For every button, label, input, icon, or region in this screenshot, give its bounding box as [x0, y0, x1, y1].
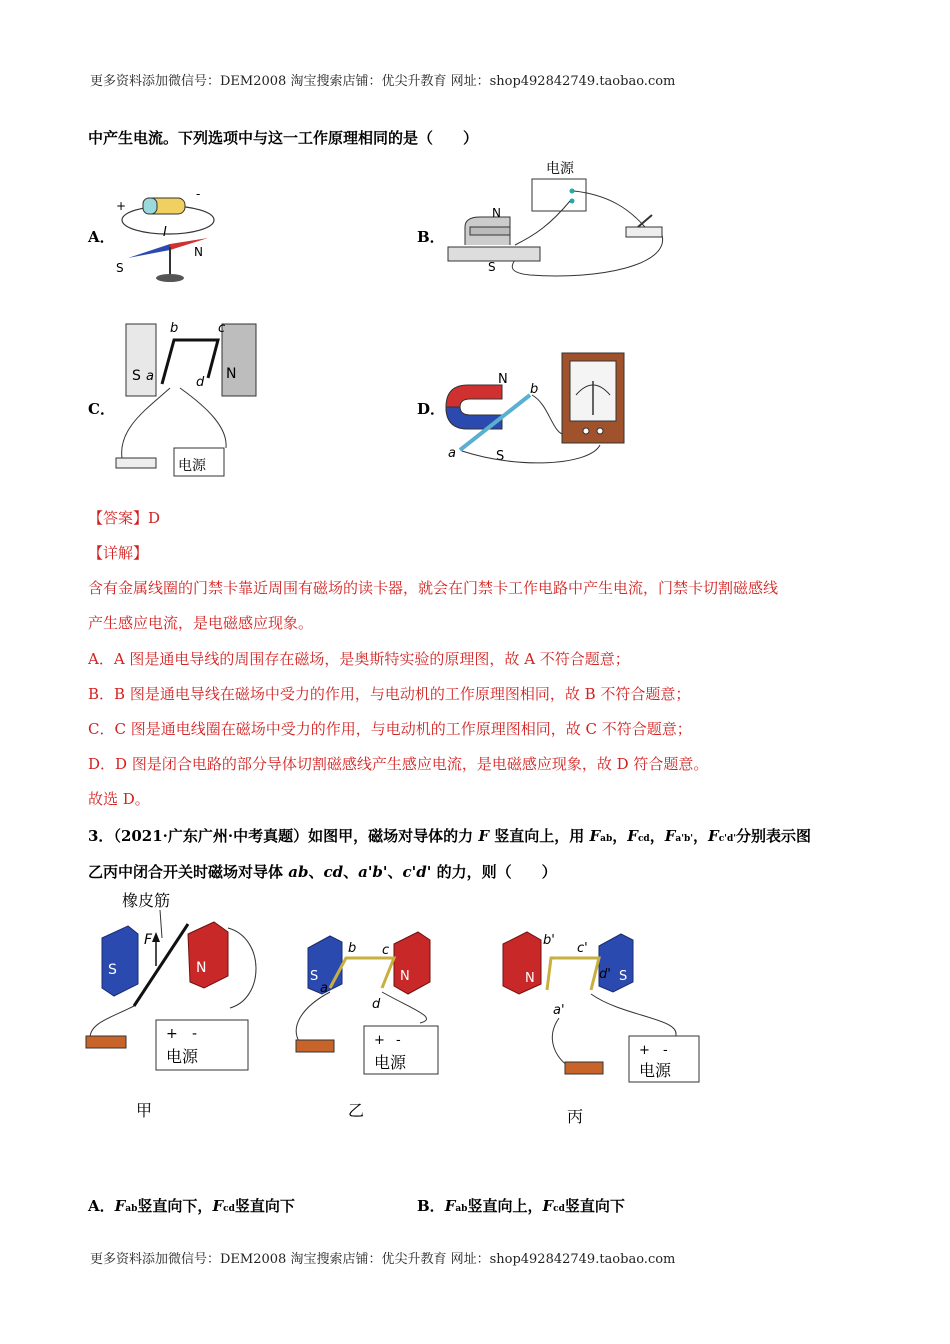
power-label: 电源 [374, 1053, 407, 1072]
s-label: S [496, 449, 505, 464]
caption-bing: 丙 [567, 1107, 584, 1126]
s-label: S [132, 368, 141, 384]
figure-bing [495, 918, 705, 1128]
option-a-figure [108, 180, 228, 290]
question-stem-tail: 中产生电流。下列选项中与这一工作原理相同的是（ ） [88, 129, 479, 147]
figure-yi [290, 918, 450, 1128]
question-source: （2021·广东广州·中考真题） [113, 827, 309, 845]
n-label: N [498, 372, 508, 387]
n-label: N [226, 366, 237, 382]
svg-text:c: c [218, 321, 226, 336]
explanation-line: A．A 图是通电导线的周围存在磁场，是奥斯特实验的原理图，故 A 不符合题意； [88, 650, 630, 668]
base-plate [448, 247, 540, 261]
switch-icon [86, 1036, 126, 1048]
magnet-n [503, 932, 541, 994]
svg-text:d: d [196, 375, 205, 390]
current-label: I [163, 225, 167, 240]
s-label: S [619, 969, 628, 984]
explanation-line: 产生感应电流，是电磁感应现象。 [88, 614, 314, 632]
svg-text:a: a [146, 369, 154, 384]
detail-label: 【详解】 [88, 544, 149, 562]
s-label: S [310, 969, 319, 984]
svg-text:+: + [639, 1043, 650, 1058]
magnet-n [394, 932, 430, 994]
n-label: N [400, 969, 410, 984]
explanation-line: 含有金属线圈的门禁卡靠近周围有磁场的读卡器，就会在门禁卡工作电路中产生电流，门禁卡切割磁感线 [88, 579, 779, 597]
n-label: N [194, 245, 203, 259]
option-d-figure [440, 345, 640, 470]
svg-text:F: F [144, 932, 153, 948]
option-a-letter: A． [88, 228, 115, 246]
svg-text:a': a' [553, 1003, 565, 1018]
svg-text:b: b [348, 941, 357, 956]
power-label: 电源 [166, 1047, 199, 1066]
svg-text:+: + [166, 1026, 178, 1042]
svg-text:b': b' [543, 933, 555, 948]
switch-icon [565, 1062, 603, 1074]
power-label: 电源 [639, 1061, 672, 1080]
power-label: 电源 [178, 458, 206, 474]
rubber-band-label: 橡皮筋 [122, 891, 171, 910]
option-b-figure [440, 155, 680, 290]
q3-option-a: A．Fab竖直向下，Fcd竖直向下 [88, 1197, 295, 1215]
coil [547, 958, 599, 990]
n-label: N [525, 971, 535, 986]
switch-icon [626, 227, 662, 237]
caption-yi: 乙 [348, 1101, 365, 1120]
coil [162, 340, 218, 384]
n-label: N [196, 960, 207, 976]
svg-text:d: d [372, 997, 381, 1012]
question-3-line-2: 乙丙中闭合开关时磁场对导体 ab、cd、a'b'、c'd' 的力，则（ ） [88, 863, 557, 881]
s-label: S [116, 261, 124, 275]
caption-jia: 甲 [136, 1101, 153, 1120]
power-label: 电源 [546, 161, 574, 177]
power-supply-box [532, 179, 586, 211]
explanation-line: 故选 D。 [88, 790, 150, 808]
page-header: 更多资料添加微信号：DEM2008 淘宝搜索店铺：优尖升教育 网址：shop492842749.taobao.com [90, 74, 676, 89]
magnet-s [599, 934, 633, 992]
option-b-letter: B． [417, 228, 445, 246]
magnet-n [222, 324, 256, 396]
explanation-line: C．C 图是通电线圈在磁场中受力的作用，与电动机的工作原理图相同，故 C 不符合题意； [88, 720, 692, 738]
svg-text:b: b [170, 321, 179, 336]
s-label: S [488, 260, 496, 274]
svg-text:+: + [374, 1033, 385, 1048]
page-footer: 更多资料添加微信号：DEM2008 淘宝搜索店铺：优尖升教育 网址：shop492842749.taobao.com [90, 1252, 676, 1267]
option-c-letter: C． [88, 400, 115, 418]
minus-label: - [196, 187, 201, 201]
svg-text:a: a [320, 981, 328, 996]
svg-text:c': c' [577, 941, 588, 956]
switch-icon [116, 458, 156, 468]
s-label: S [108, 962, 117, 978]
explanation-line: B．B 图是通电导线在磁场中受力的作用，与电动机的工作原理图相同，故 B 不符合题意； [88, 685, 691, 703]
option-c-figure [108, 318, 278, 483]
question-3-line-1: 3．（2021·广东广州·中考真题）如图甲，磁场对导体的力 F 竖直向上，用 Fab，Fcd，Fa'b'，Fc'd'分别表示图 [88, 827, 812, 845]
conductor-rod [134, 924, 188, 1006]
answer-label: 【答案】 [88, 509, 149, 527]
svg-text:d': d' [599, 967, 611, 982]
magnet-s [102, 926, 138, 996]
needle-south [128, 244, 170, 258]
explanation-line: D．D 图是闭合电路的部分导体切割磁感线产生感应电流，是电磁感应现象，故 D 符合题意。 [88, 755, 709, 773]
q3-option-b: B．Fab竖直向上，Fcd竖直向下 [417, 1197, 625, 1215]
magnet-n [188, 922, 228, 988]
answer-value: D [148, 509, 161, 527]
svg-text:b: b [530, 382, 539, 397]
svg-text:-: - [663, 1043, 668, 1058]
svg-text:a: a [448, 446, 456, 461]
svg-text:c: c [382, 943, 390, 958]
option-d-letter: D． [417, 400, 446, 418]
svg-text:-: - [396, 1033, 401, 1048]
answer-row [88, 507, 160, 528]
switch-icon [296, 1040, 334, 1052]
svg-text:-: - [192, 1026, 198, 1042]
figure-jia [80, 888, 280, 1128]
plus-label: + [116, 199, 127, 213]
n-label: N [492, 206, 501, 220]
magnet-s [126, 324, 156, 396]
